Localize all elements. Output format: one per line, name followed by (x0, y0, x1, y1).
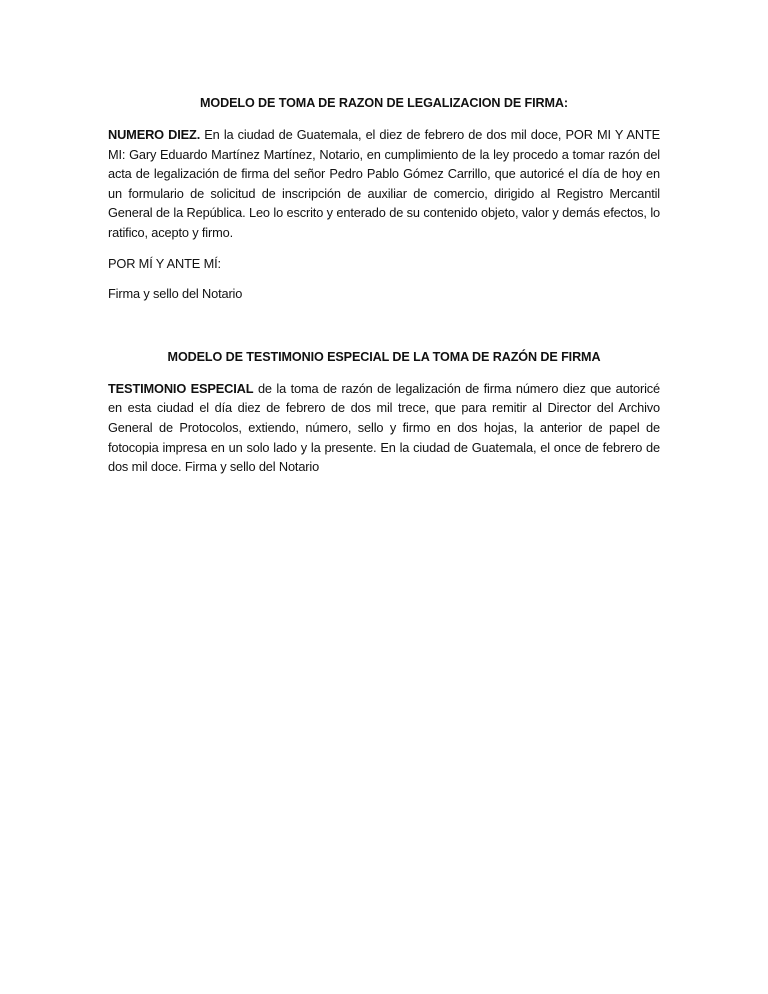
por-mi-line: POR MÍ Y ANTE MÍ: (108, 255, 221, 271)
section1-body: En la ciudad de Guatemala, el diez de febrero de dos mil doce, POR MI Y ANTE MI: Gary Eduardo Martínez Martínez, Notario, en cumplimiento de la ley procedo a tomar razón del acta de legalización de firma del señor Pedro Pablo Gómez Carrillo, que autoricé el día de hoy en un formulario de solicitud de inscripción de auxiliar de comercio, dirigido al Registro Mercantil General de la República. Leo lo escrito y enterado de su contenido objeto, valor y demás efectos, lo ratifico, acepto y firmo. (108, 127, 660, 240)
section-spacer (108, 315, 660, 349)
section1-lead-bold: NUMERO DIEZ. (108, 127, 201, 142)
section1-paragraph (108, 125, 660, 243)
section2-title: MODELO DE TESTIMONIO ESPECIAL DE LA TOMA DE RAZÓN DE FIRMA (167, 349, 601, 364)
section1-title: MODELO DE TOMA DE RAZON DE LEGALIZACION DE FIRMA: (199, 96, 568, 110)
section2-lead-bold: TESTIMONIO ESPECIAL (108, 380, 254, 396)
section2-body: de la toma de razón de legalización de firma número diez que autoricé en esta ciudad el día diez de febrero de dos mil trece, que para remitir al Director del Archivo General de Protocolos, extiendo, número, sello y firmo en dos hojas, la anterior de papel de fotocopia impresa en un solo lado y la presente. En la ciudad de Guatemala, el once de febrero de dos mil doce. Firma y sello del Notario (108, 380, 660, 475)
firma-line: Firma y sello del Notario (108, 286, 243, 302)
section2-paragraph (108, 379, 660, 477)
